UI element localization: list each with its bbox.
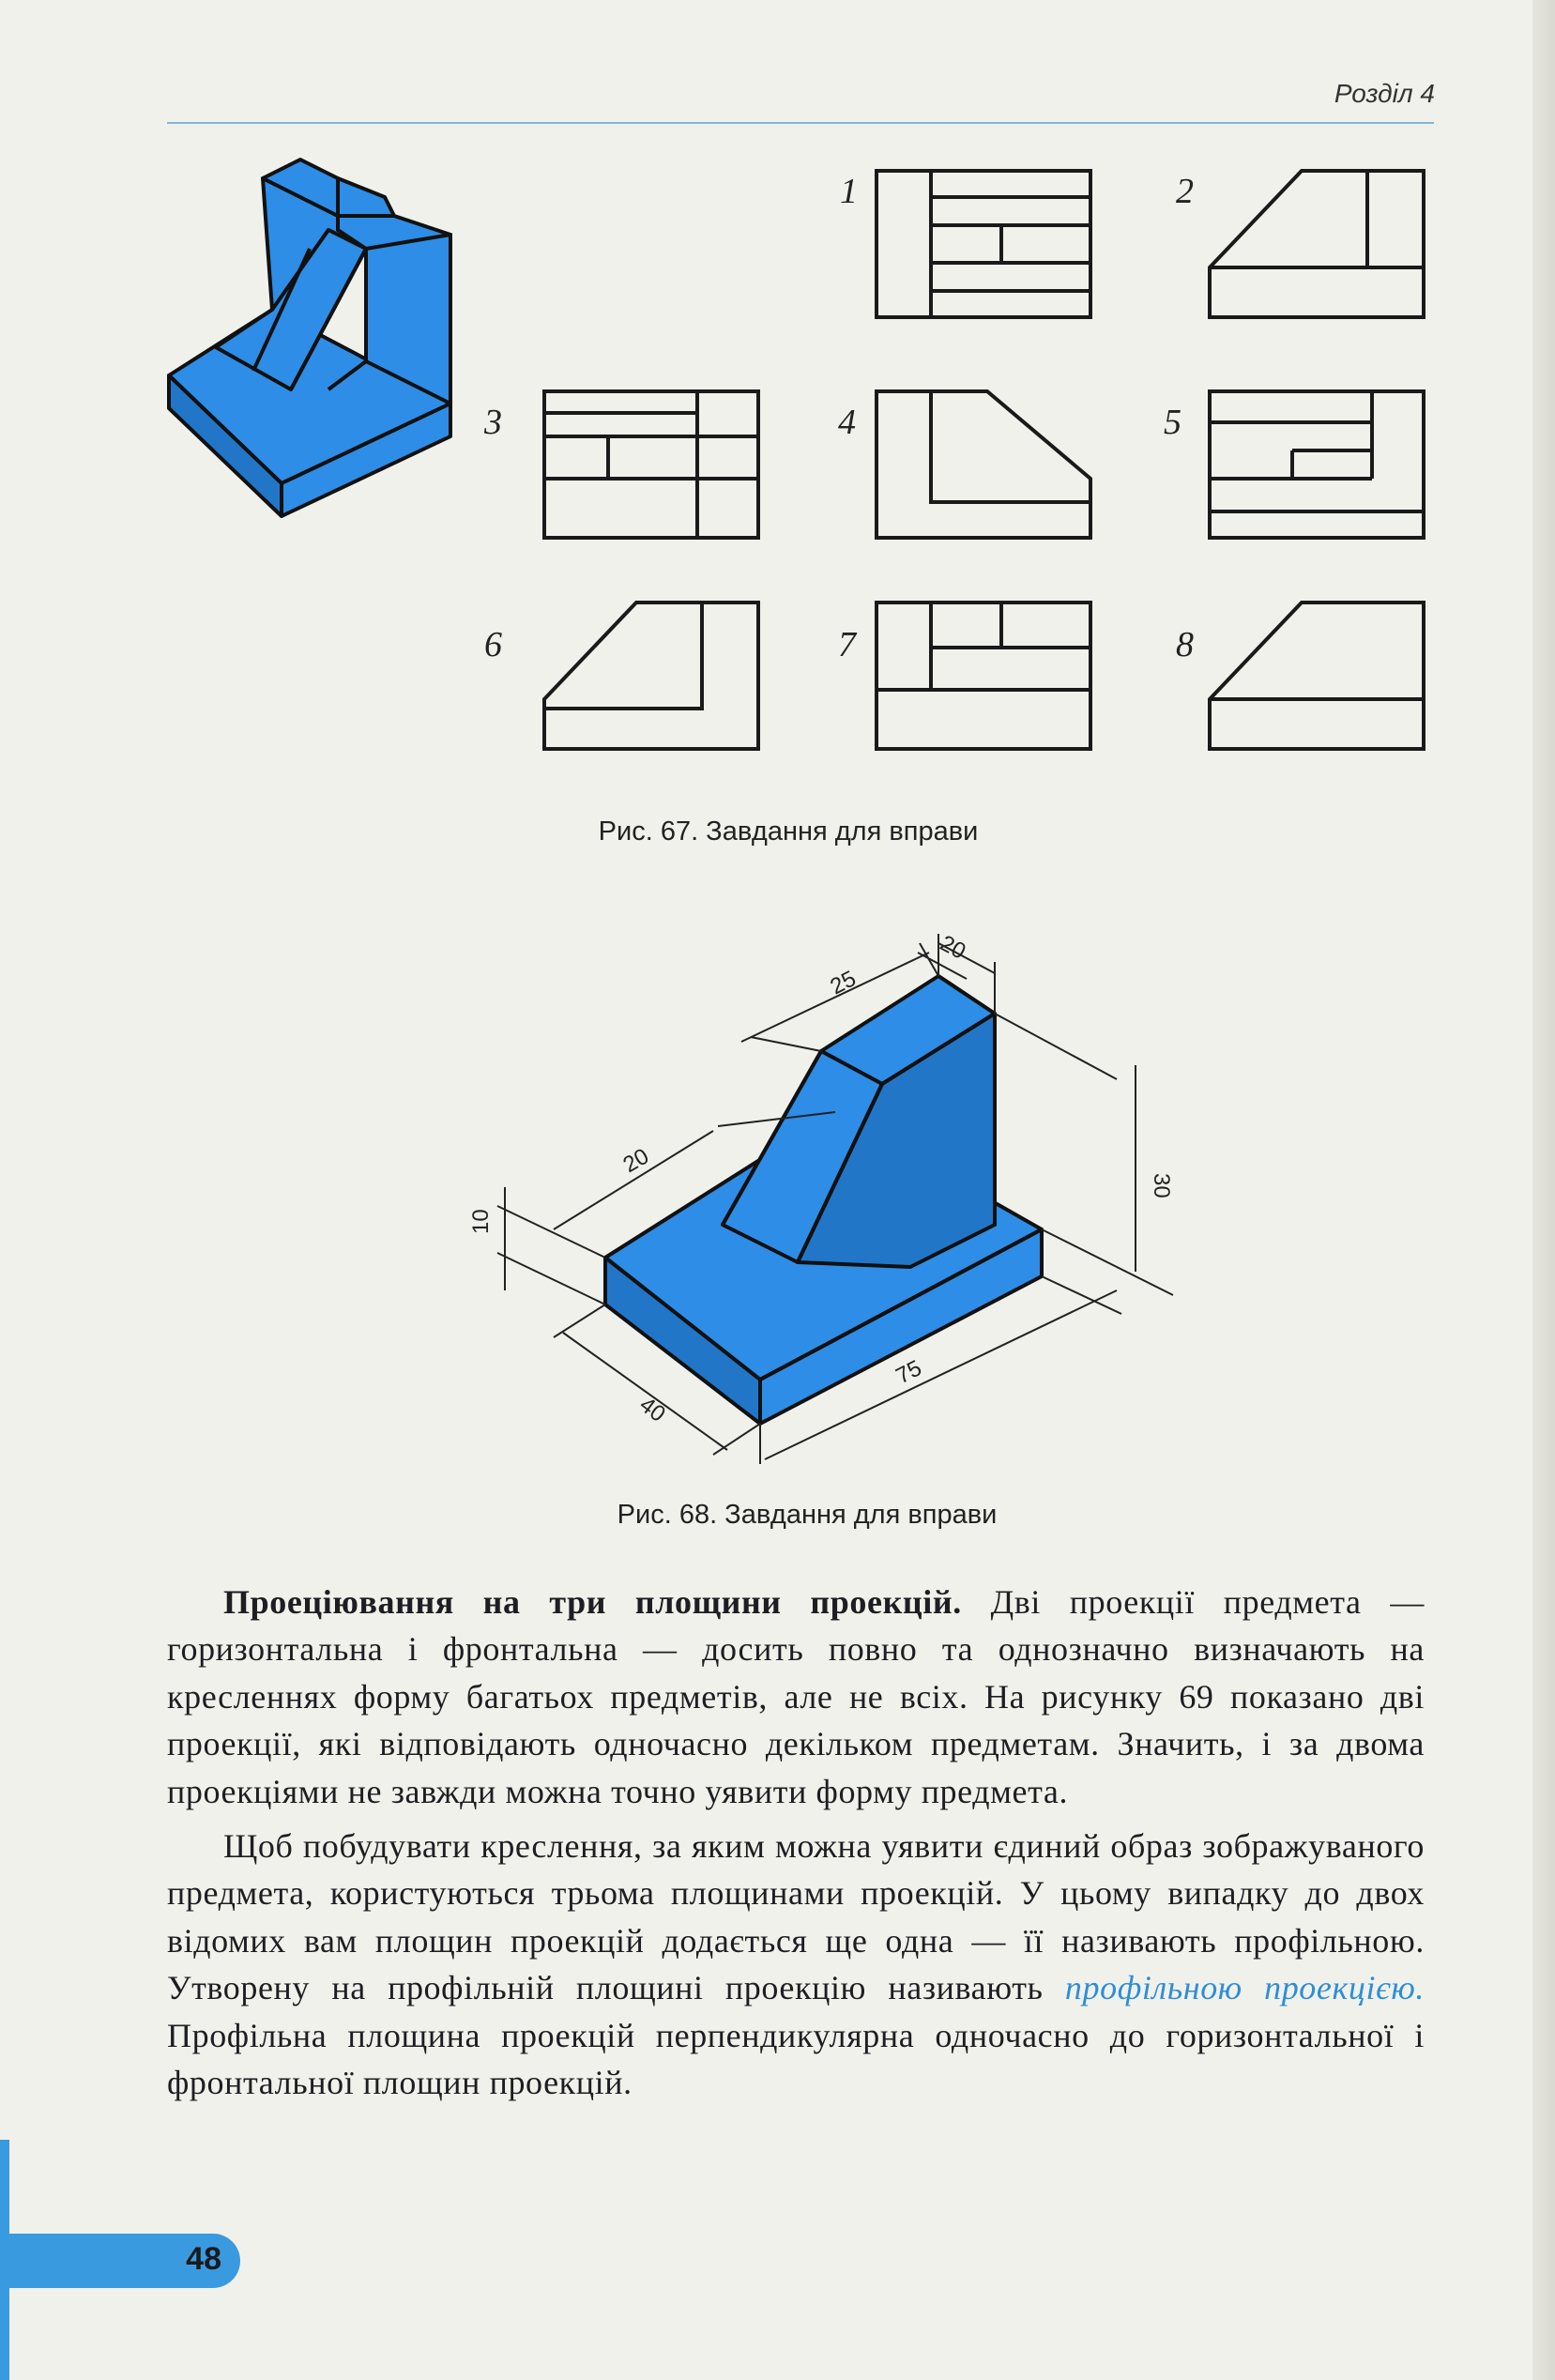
fig67-view-7 [875,601,1092,751]
fig67-view-5 [1208,389,1425,540]
header-rule [167,122,1434,124]
fig67-isometric-object [160,160,479,497]
dim-10 [468,1187,605,1304]
fig67-label-2: 2 [1176,172,1194,211]
fig67-label-4: 4 [838,403,856,442]
dim-label-10: 10 [468,1209,494,1234]
fig67-label-6: 6 [484,625,502,664]
paragraph-1 [167,1579,1425,1815]
dim-label-75: 75 [892,1355,926,1390]
fig68-caption: Рис. 68. Завдання для вправи [617,1500,998,1530]
paragraph-1-body: Дві проекції предмета — горизонтальна і фронтальна — досить повно та однозначно визначають на кресленнях форму багатьох предметів, але не всіх. На рисунку 69 показано дві проекції, які відповідають одночасно декільком предметам. Значить, і за двома проекціями не завжди можна точно уявити форму предмета. [167,1583,1425,1810]
page-number: 48 [186,2241,221,2277]
fig67-view-8 [1208,601,1425,751]
fig67-label-8: 8 [1176,625,1194,664]
page-edge [1532,0,1555,2380]
body-text [167,1579,1425,2106]
fig67-label-7: 7 [838,625,856,664]
section-label: Розділ 4 [1334,79,1435,108]
fig67-label-3: 3 [484,403,502,442]
dim-label-20-top: 20 [936,930,970,965]
paragraph-2-before: Щоб побудувати креслення, за яким можна уявити єдиний образ зображуваного предмета, користуються трьома площинами проекцій. У цьому випадку до двох відомих вам площин проекцій додається ще одна — її називають профільною. Утворену на профільній площині проекцію називають [167,1827,1425,2007]
fig67-view-2 [1208,169,1425,319]
term-profile-projection: профільною проекцією. [1064,1969,1425,2007]
fig67-caption: Рис. 67. Завдання для вправи [598,816,979,847]
fig67-view-4 [875,389,1092,540]
page-number-tab [0,2234,240,2288]
paragraph-1-heading: Проеціювання на три площини проекцій. [223,1583,962,1621]
dim-label-40: 40 [634,1392,670,1427]
fig67-label-5: 5 [1164,403,1181,442]
paragraph-2 [167,1823,1425,2106]
fig67-view-6 [542,601,760,751]
dim-label-30: 30 [1149,1173,1174,1198]
fig67-view-1 [875,169,1092,319]
dim-label-25: 25 [826,966,861,1000]
fig67-label-1: 1 [840,172,858,211]
fig67-view-3 [542,389,760,540]
fig68-dimensioned-object [460,915,1211,1478]
paragraph-2-after: Профільна площина проекцій перпендикулярна одночасно до горизонтальної і фронтальної площин проекцій. [167,2016,1425,2102]
dim-label-20-left: 20 [618,1143,654,1179]
